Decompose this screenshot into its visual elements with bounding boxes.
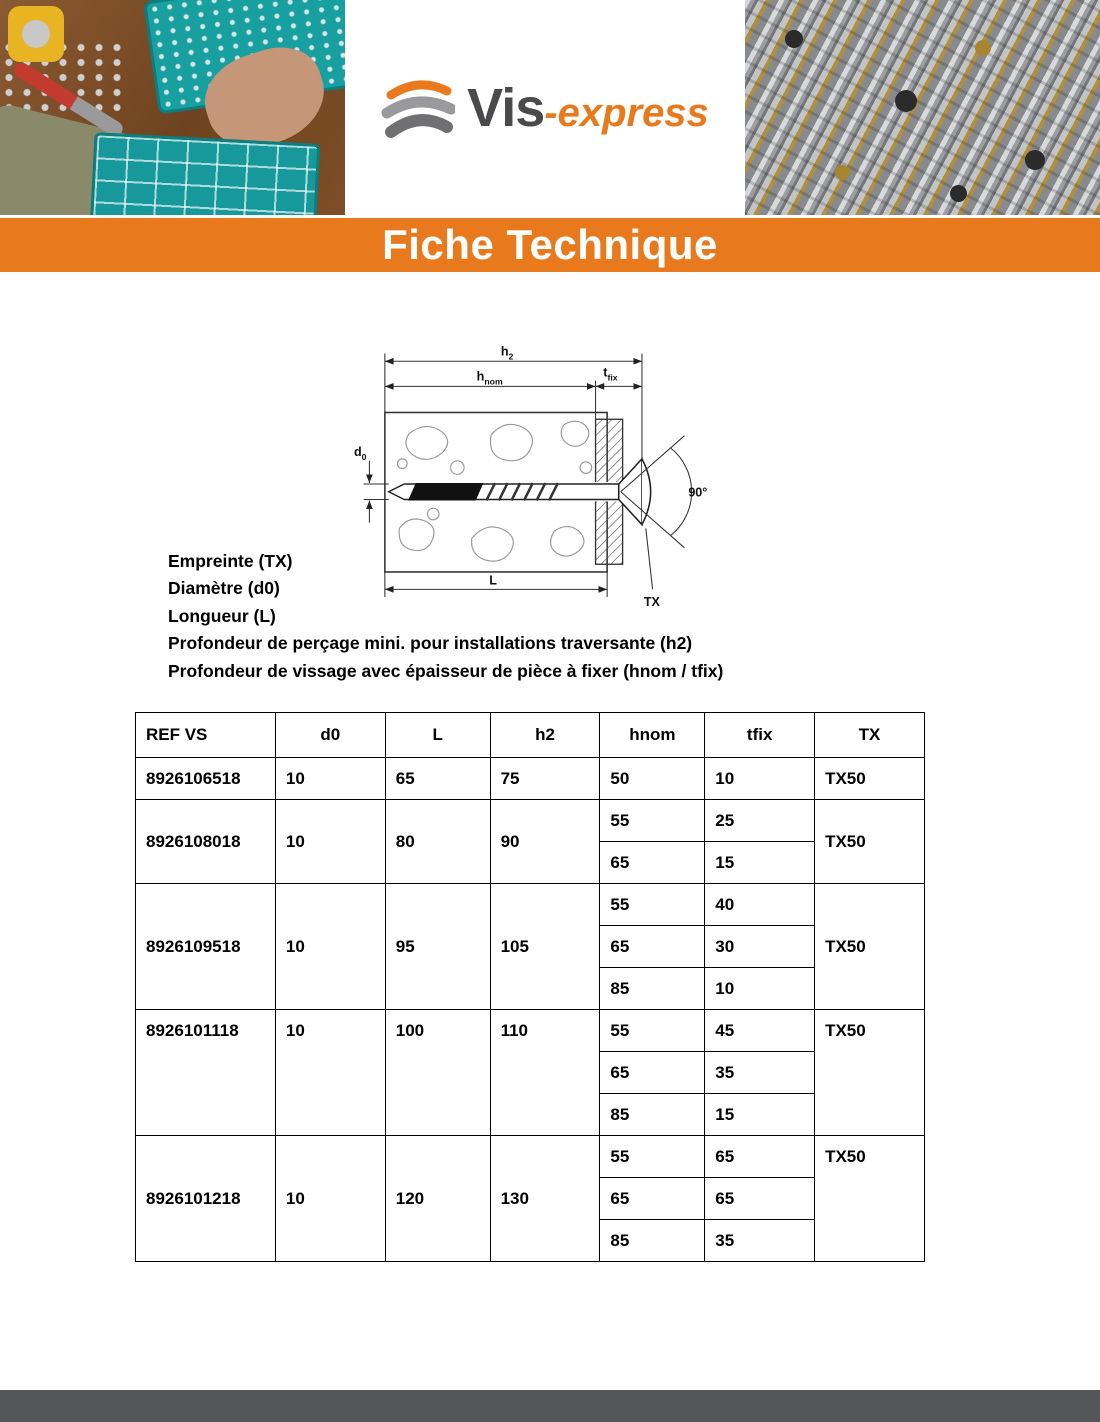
screw-head-dot <box>950 185 967 202</box>
cell-ref: 8926101218 <box>136 1136 276 1262</box>
cell-tfix: 25 <box>705 800 815 842</box>
table-row <box>136 1136 925 1178</box>
compartment-box <box>90 132 321 215</box>
tx-label: TX <box>643 594 660 609</box>
column-header-tx: TX <box>815 713 925 758</box>
cell-tx: TX50 <box>815 1136 925 1262</box>
cell-tfix: 35 <box>705 1220 815 1262</box>
tfix-label: $t_{fix}$ <box>603 365 618 383</box>
cell-d0: 10 <box>275 758 385 800</box>
cell-tfix: 10 <box>705 758 815 800</box>
cell-h2: 90 <box>490 800 600 884</box>
table-row <box>136 884 925 926</box>
column-header-l: L <box>385 713 490 758</box>
cell-hnom: 55 <box>600 1136 705 1178</box>
cell-d0: 10 <box>275 884 385 1010</box>
screw-head-dot <box>895 90 917 112</box>
angle-label: 90° <box>688 485 708 500</box>
cell-h2: 105 <box>490 884 600 1010</box>
column-header-d0: d0 <box>275 713 385 758</box>
cell-h2: 110 <box>490 1010 600 1136</box>
brand-name: Vis <box>467 77 545 138</box>
tape-measure-shape <box>8 6 64 62</box>
table-header-row <box>136 713 925 758</box>
logo-swoosh-icon <box>381 75 455 141</box>
cell-l: 65 <box>385 758 490 800</box>
cell-h2: 130 <box>490 1136 600 1262</box>
brand-suffix: -express <box>544 90 709 135</box>
cell-tfix: 40 <box>705 884 815 926</box>
spec-table <box>135 712 925 1262</box>
cell-tfix: 10 <box>705 968 815 1010</box>
cell-tfix: 35 <box>705 1052 815 1094</box>
h2-label: $h_2$ <box>500 344 514 362</box>
cell-d0: 10 <box>275 800 385 884</box>
title-banner <box>0 218 1100 272</box>
cell-hnom: 85 <box>600 968 705 1010</box>
cell-tx: TX50 <box>815 800 925 884</box>
cell-d0: 10 <box>275 1136 385 1262</box>
hnom-label: $h_{nom}$ <box>476 369 503 387</box>
screw-head-dot <box>785 30 803 48</box>
spec-table-wrap <box>135 712 925 1262</box>
logo <box>345 0 745 215</box>
d0-label: $d_0$ <box>353 444 367 462</box>
cell-tfix: 30 <box>705 926 815 968</box>
cell-tfix: 45 <box>705 1010 815 1052</box>
cell-hnom: 65 <box>600 1178 705 1220</box>
screw-head-dot <box>975 40 991 56</box>
cell-hnom: 55 <box>600 1010 705 1052</box>
column-header-ref-vs: REF VS <box>136 713 276 758</box>
legend-line-percage: Profondeur de perçage mini. pour installations traversante (h2) <box>168 633 693 654</box>
cell-ref: 8926106518 <box>136 758 276 800</box>
footer-bar <box>0 1390 1100 1422</box>
page-title: Fiche Technique <box>382 221 718 268</box>
legend-line-diametre: Diamètre (d0) <box>168 578 280 599</box>
cell-hnom: 65 <box>600 842 705 884</box>
table-row <box>136 758 925 800</box>
cell-ref: 8926108018 <box>136 800 276 884</box>
screws-photo <box>745 0 1100 215</box>
cell-tfix: 65 <box>705 1136 815 1178</box>
column-header-tfix: tfix <box>705 713 815 758</box>
legend-line-vissage: Profondeur de vissage avec épaisseur de pièce à fixer (hnom / tfix) <box>168 660 724 681</box>
header <box>0 0 1100 215</box>
cell-hnom: 85 <box>600 1220 705 1262</box>
cell-h2: 75 <box>490 758 600 800</box>
legend-line-empreinte: Empreinte (TX) <box>168 551 293 571</box>
legend <box>168 548 723 685</box>
cell-tfix: 15 <box>705 842 815 884</box>
screw-head-dot <box>1025 150 1045 170</box>
cell-tx: TX50 <box>815 884 925 1010</box>
cell-hnom: 55 <box>600 800 705 842</box>
cell-hnom: 85 <box>600 1094 705 1136</box>
legend-line-longueur: Longueur (L) <box>168 605 276 626</box>
cell-l: 120 <box>385 1136 490 1262</box>
table-row <box>136 800 925 842</box>
column-header-h2: h2 <box>490 713 600 758</box>
table-row <box>136 1010 925 1052</box>
cell-ref: 8926101118 <box>136 1010 276 1136</box>
cell-l: 100 <box>385 1010 490 1136</box>
cell-tfix: 65 <box>705 1178 815 1220</box>
cell-tx: TX50 <box>815 1010 925 1136</box>
cell-hnom: 50 <box>600 758 705 800</box>
cell-l: 95 <box>385 884 490 1010</box>
cell-tx: TX50 <box>815 758 925 800</box>
cell-hnom: 65 <box>600 926 705 968</box>
column-header-hnom: hnom <box>600 713 705 758</box>
brand-wordmark <box>467 77 709 139</box>
workbench-photo <box>0 0 345 215</box>
cell-tfix: 15 <box>705 1094 815 1136</box>
cell-ref: 8926109518 <box>136 884 276 1010</box>
cell-hnom: 55 <box>600 884 705 926</box>
cell-d0: 10 <box>275 1010 385 1136</box>
cell-l: 80 <box>385 800 490 884</box>
screw-head-dot <box>835 165 850 180</box>
length-label: L <box>489 573 497 588</box>
cell-hnom: 65 <box>600 1052 705 1094</box>
